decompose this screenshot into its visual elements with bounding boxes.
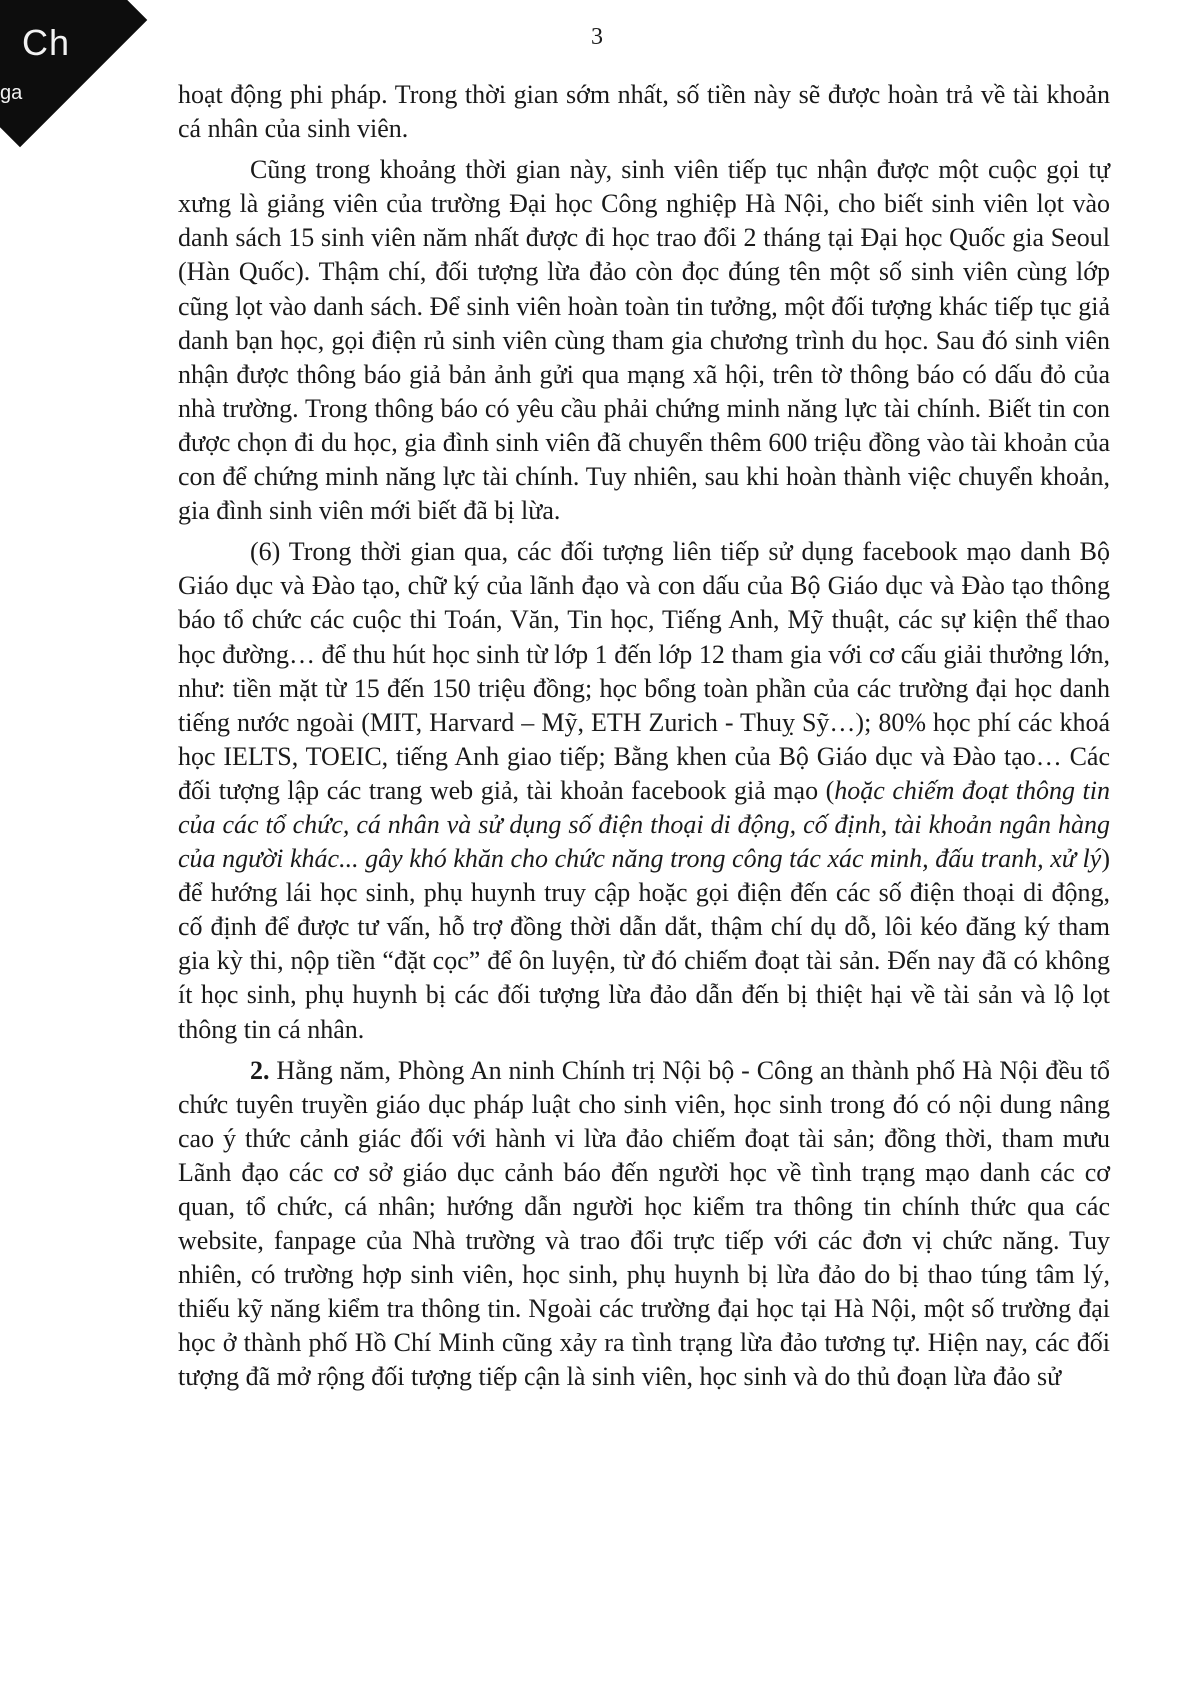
paragraph-3-start: (6) Trong thời gian qua, các đối tượng liên tiếp sử dụng facebook mạo danh Bộ Giáo dục và Đào tạo, chữ ký của lãnh đạo và con dấu của Bộ Giáo dục và Đào tạo thông báo tổ chức các cuộc thi Toán, Văn, Tin học, Tiếng Anh, Mỹ thuật, các sự kiện thể thao học đường… để thu hút học sinh từ lớp 1 đến lớp 12 tham gia với cơ cấu giải thưởng lớn, như: tiền mặt từ 15 đến 150 triệu đồng; học bổng toàn phần của các trường đại học danh tiếng nước ngoài (MIT, Harvard – Mỹ, ETH Zurich - Thuỵ Sỹ…); 80% học phí các khoá học IELTS, TOEIC, tiếng Anh giao tiếp; Bằng khen của Bộ Giáo dục và Đào tạo… Các đối tượng lập các trang web giả, tài khoản facebook giả mạo ( bbox=[178, 537, 1110, 805]
paragraph-1: hoạt động phi pháp. Trong thời gian sớm nhất, số tiền này sẽ được hoàn trả về tài khoản cá nhân của sinh viên. bbox=[178, 80, 1110, 144]
paragraph-2: Cũng trong khoảng thời gian này, sinh viên tiếp tục nhận được một cuộc gọi tự xưng là giảng viên của trường Đại học Công nghiệp Hà Nội, cho biết sinh viên lọt vào danh sách 15 sinh viên năm nhất được đi học trao đổi 2 tháng tại Đại học Quốc gia Seoul (Hàn Quốc). Thậm chí, đối tượng lừa đảo còn đọc đúng tên một số sinh viên cùng lớp cũng lọt vào danh sách. Để sinh viên hoàn toàn tin tưởng, một đối tượng khác tiếp tục giả danh bạn học, gọi điện rủ sinh viên cùng tham gia chương trình du học. Sau đó sinh viên nhận được thông báo giả bản ảnh gửi qua mạng xã hội, trên tờ thông báo có dấu đỏ của nhà trường. Trong thông báo có yêu cầu phải chứng minh năng lực tài chính. Biết tin con được chọn đi du học, gia đình sinh viên đã chuyển thêm 600 triệu đồng vào tài khoản của con để chứng minh năng lực tài chính. Tuy nhiên, sau khi hoàn thành việc chuyển khoản, gia đình sinh viên mới biết đã bị lừa. bbox=[178, 155, 1110, 526]
paragraph-3 bbox=[178, 535, 1110, 1046]
corner-tab-subtext: ga bbox=[0, 82, 23, 104]
page-number: 3 bbox=[591, 24, 603, 50]
paragraph-3-end: ) để hướng lái học sinh, phụ huynh truy cập hoặc gọi điện đến các số điện thoại di động, cố định để được tư vấn, hỗ trợ đồng thời dẫn dắt, thậm chí dụ dỗ, lôi kéo đăng ký tham gia kỳ thi, nộp tiền “đặt cọc” để ôn luyện, từ đó chiếm đoạt tài sản. Đến nay đã có không ít học sinh, phụ huynh bị các đối tượng lừa đảo dẫn đến bị thiệt hại về tài sản và lộ lọt thông tin cá nhân. bbox=[178, 844, 1110, 1044]
paragraph-3-italic: hoặc chiếm đoạt thông tin của các tổ chức, cá nhân và sử dụng số điện thoại di động, cố định, tài khoản ngân hàng của người khác... gây khó khăn cho chức năng trong công tác xác minh, đấu tranh, xử lý bbox=[178, 775, 1110, 874]
paragraph-4-text: Hằng năm, Phòng An ninh Chính trị Nội bộ - Công an thành phố Hà Nội đều tổ chức tuyên truyền giáo dục pháp luật cho sinh viên, học sinh trong đó có nội dung nâng cao ý thức cảnh giác đối với hành vi lừa đảo chiếm đoạt tài sản; đồng thời, tham mưu Lãnh đạo các cơ sở giáo dục cảnh báo đến người học về tình trạng mạo danh các cơ quan, tổ chức, cá nhân; hướng dẫn người học kiểm tra thông tin chính thức qua các website, fanpage của Nhà trường và trao đổi trực tiếp với các đơn vị chức năng. Tuy nhiên, có trường hợp sinh viên, học sinh, phụ huynh bị lừa đảo do bị thao túng tâm lý, thiếu kỹ năng kiểm tra thông tin. Ngoài các trường đại học tại Hà Nội, một số trường đại học ở thành phố Hồ Chí Minh cũng xảy ra tình trạng lừa đảo tương tự. Hiện nay, các đối tượng đã mở rộng đối tượng tiếp cận là sinh viên, học sinh và do thủ đoạn lừa đảo sử bbox=[178, 1055, 1110, 1392]
document-body bbox=[178, 78, 1110, 1402]
corner-tab-text: Ch bbox=[22, 22, 71, 63]
paragraph-4 bbox=[178, 1054, 1110, 1395]
section-number: 2. bbox=[250, 1055, 270, 1085]
